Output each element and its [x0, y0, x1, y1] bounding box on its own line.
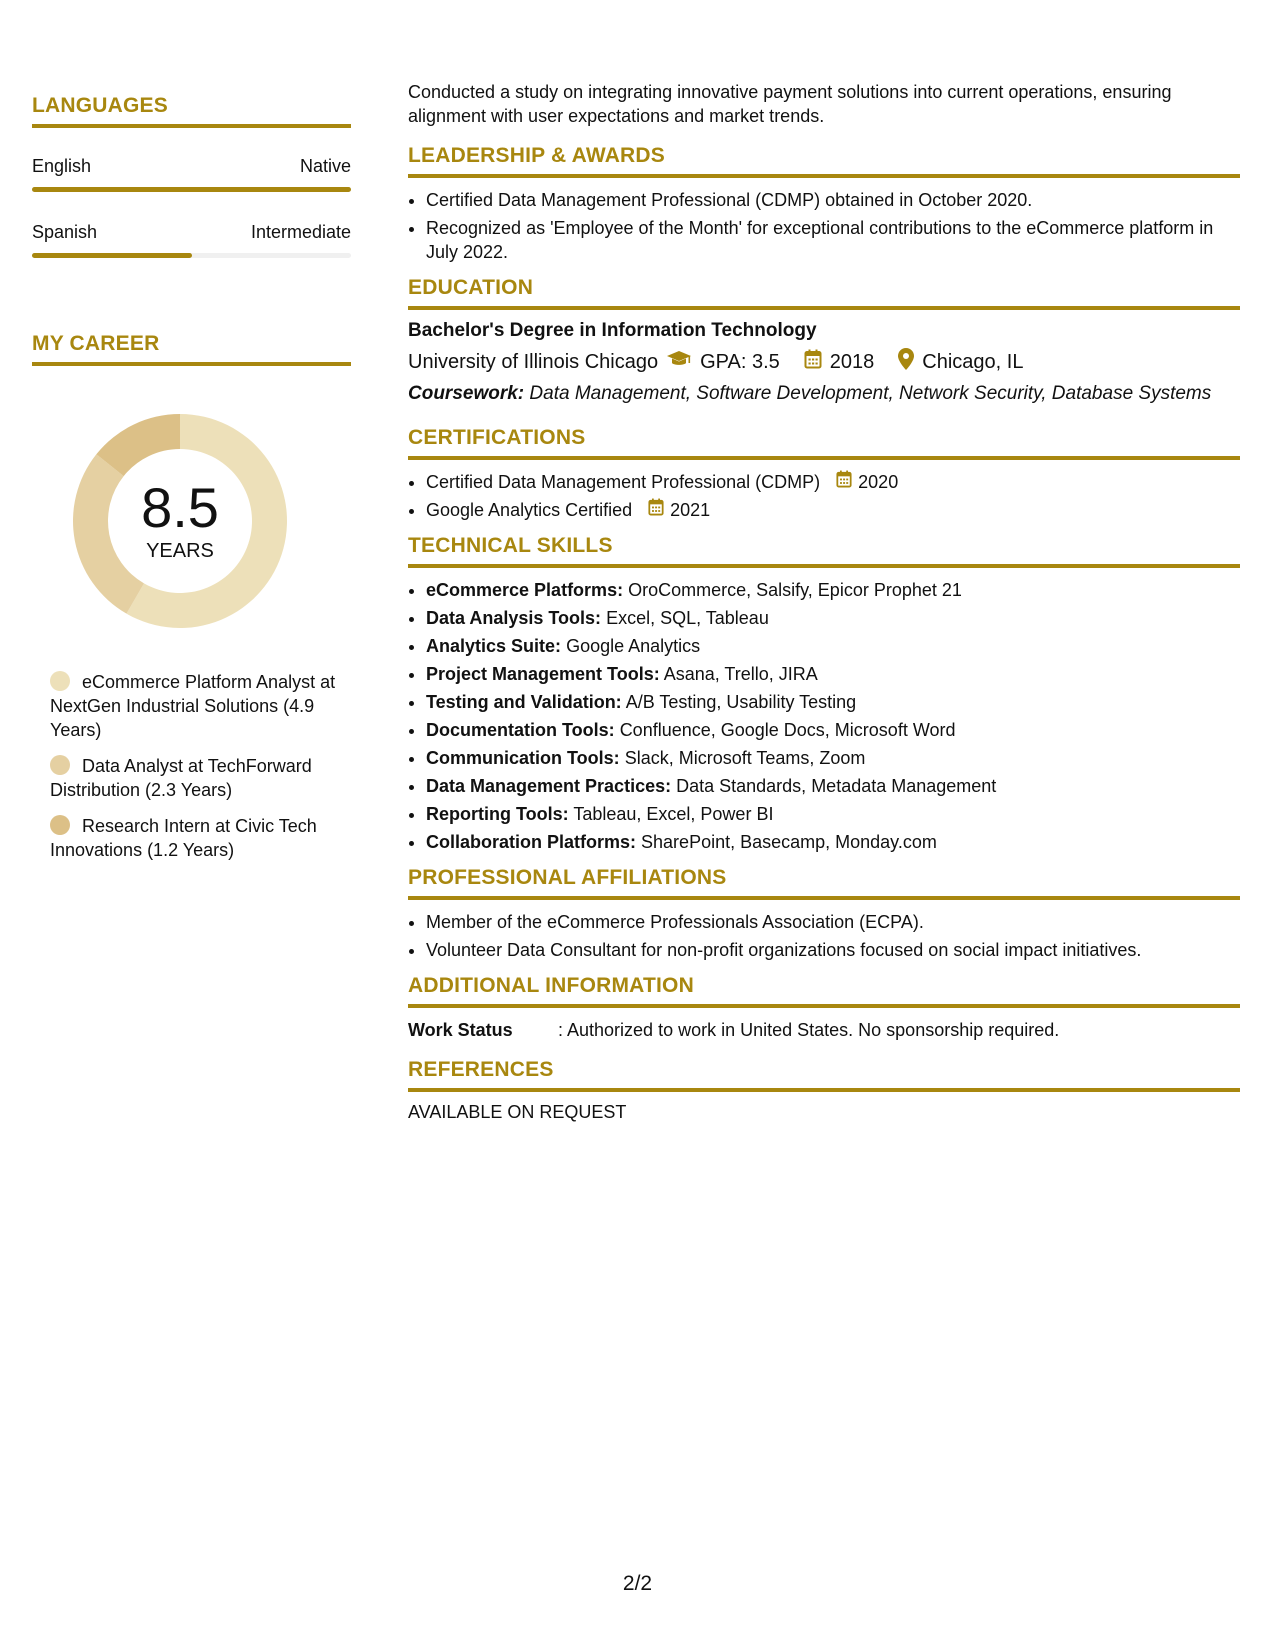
right-column: [408, 80, 1240, 1135]
legend-dot: [50, 755, 70, 775]
education-title: EDUCATION: [408, 276, 1240, 310]
skill-label: Analytics Suite:: [426, 636, 562, 656]
education-location: Chicago, IL: [922, 350, 1024, 373]
skill-label: eCommerce Platforms:: [426, 580, 624, 600]
references-text: AVAILABLE ON REQUEST: [408, 1102, 627, 1122]
legend-item: [50, 814, 351, 862]
certification-year: 2020: [858, 472, 899, 492]
certifications-list: [408, 470, 1240, 522]
language-level-bar: [32, 253, 351, 258]
affiliations-list: [408, 910, 1240, 962]
languages-title: LANGUAGES: [32, 94, 351, 128]
page-number: 2/2: [622, 1572, 653, 1595]
certification-name: • Certified Data Management Professional (CDMP): [426, 472, 821, 492]
career-title: MY CAREER: [32, 332, 351, 366]
list-item: • Certified Data Management Professional (CDMP) obtained in October 2020.: [426, 188, 1240, 212]
list-item: • Recognized as 'Employee of the Month' for exceptional contributions to the eCommerce platform in July 2022.: [426, 216, 1240, 264]
calendar-icon: [836, 470, 852, 494]
list-item: [426, 802, 1240, 826]
legend-label: Research Intern at Civic Tech Innovations (1.2 Years): [50, 816, 317, 860]
list-item: [426, 690, 1240, 714]
certification-name: • Google Analytics Certified: [426, 500, 633, 520]
legend-label: eCommerce Platform Analyst at NextGen Industrial Solutions (4.9 Years): [50, 672, 336, 740]
work-status-value: : Authorized to work in United States. No sponsorship required.: [558, 1020, 1060, 1040]
donut-center: [65, 406, 295, 636]
career-total-years: 8.5: [141, 475, 219, 539]
list-item: [426, 606, 1240, 630]
skill-label: Documentation Tools:: [426, 720, 615, 740]
skill-label: Collaboration Platforms:: [426, 832, 637, 852]
certification-year: 2021: [670, 500, 711, 520]
legend-label: Data Analyst at TechForward Distribution (2.3 Years): [50, 756, 312, 800]
education-gpa: GPA: 3.5: [700, 350, 780, 373]
work-status-label: Work Status: [408, 1020, 513, 1040]
skill-value: A/B Testing, Usability Testing: [625, 692, 857, 712]
list-item: • Volunteer Data Consultant for non-profit organizations focused on social impact initiatives.: [426, 938, 1240, 962]
list-item: [426, 498, 1240, 522]
calendar-icon: [648, 498, 664, 522]
skill-label: Reporting Tools:: [426, 804, 569, 824]
language-level-bar: [32, 187, 351, 192]
skill-value: Data Standards, Metadata Management: [676, 776, 997, 796]
skill-label: Data Analysis Tools:: [426, 608, 602, 628]
coursework-value: Data Management, Software Development, Network Security, Database Systems: [529, 383, 1212, 404]
list-item: [426, 634, 1240, 658]
list-item: [426, 470, 1240, 494]
skill-value: Asana, Trello, JIRA: [663, 664, 818, 684]
additional-title: ADDITIONAL INFORMATION: [408, 974, 1240, 1008]
list-item: [426, 774, 1240, 798]
list-item: [426, 662, 1240, 686]
legend-dot: [50, 671, 70, 691]
list-item: • Member of the eCommerce Professionals Association (ECPA).: [426, 910, 1240, 934]
education-section: [408, 276, 1240, 406]
language-level: Intermediate: [250, 222, 351, 242]
language-row-spanish: [32, 222, 351, 243]
skill-value: OroCommerce, Salsify, Epicor Prophet 21: [628, 580, 962, 600]
certifications-title: CERTIFICATIONS: [408, 426, 1240, 460]
skills-list: [408, 578, 1240, 854]
career-total-unit: YEARS: [146, 539, 214, 562]
graduation-cap-icon: [666, 350, 692, 374]
list-item: [426, 578, 1240, 602]
education-coursework: [408, 382, 1240, 406]
skills-title: TECHNICAL SKILLS: [408, 534, 1240, 568]
map-pin-icon: [898, 348, 914, 376]
language-level: Native: [299, 156, 351, 176]
list-item: [426, 746, 1240, 770]
language-name: English: [32, 156, 92, 176]
skill-value: Confluence, Google Docs, Microsoft Word: [619, 720, 956, 740]
education-degree: Bachelor's Degree in Information Technology: [408, 320, 817, 341]
affiliations-section: [408, 866, 1240, 962]
career-legend: [50, 670, 351, 862]
skill-value: Excel, SQL, Tableau: [606, 608, 769, 628]
skill-label: Project Management Tools:: [426, 664, 660, 684]
additional-section: [408, 974, 1240, 1042]
language-row-english: [32, 156, 351, 177]
career-donut-chart: [65, 406, 295, 636]
work-status-row: [408, 1018, 1240, 1042]
leadership-title: LEADERSHIP & AWARDS: [408, 144, 1240, 178]
leadership-section: [408, 144, 1240, 264]
references-title: REFERENCES: [408, 1058, 1240, 1092]
left-column: [32, 94, 351, 874]
legend-item: [50, 754, 351, 802]
coursework-label: Coursework:: [408, 383, 525, 404]
certifications-section: [408, 426, 1240, 522]
skill-value: Slack, Microsoft Teams, Zoom: [624, 748, 866, 768]
leadership-list: [408, 188, 1240, 264]
education-school: University of Illinois Chicago: [408, 350, 659, 373]
calendar-icon: [804, 349, 822, 375]
language-level-fill: [32, 253, 192, 258]
affiliations-title: PROFESSIONAL AFFILIATIONS: [408, 866, 1240, 900]
skill-label: Testing and Validation:: [426, 692, 622, 712]
skill-value: SharePoint, Basecamp, Monday.com: [641, 832, 937, 852]
intro-paragraph: Conducted a study on integrating innovative payment solutions into current operations, ensuring alignment with user expectations and market trends.: [408, 82, 1172, 126]
language-name: Spanish: [32, 222, 98, 242]
skill-value: Google Analytics: [566, 636, 701, 656]
education-details: [408, 348, 1240, 376]
skills-section: [408, 534, 1240, 854]
skill-label: Data Management Practices:: [426, 776, 672, 796]
language-level-fill: [32, 187, 351, 192]
education-year: 2018: [829, 350, 875, 373]
legend-item: [50, 670, 351, 742]
references-section: [408, 1058, 1240, 1123]
skill-value: Tableau, Excel, Power BI: [573, 804, 774, 824]
legend-dot: [50, 815, 70, 835]
skill-label: Communication Tools:: [426, 748, 620, 768]
list-item: [426, 718, 1240, 742]
list-item: [426, 830, 1240, 854]
